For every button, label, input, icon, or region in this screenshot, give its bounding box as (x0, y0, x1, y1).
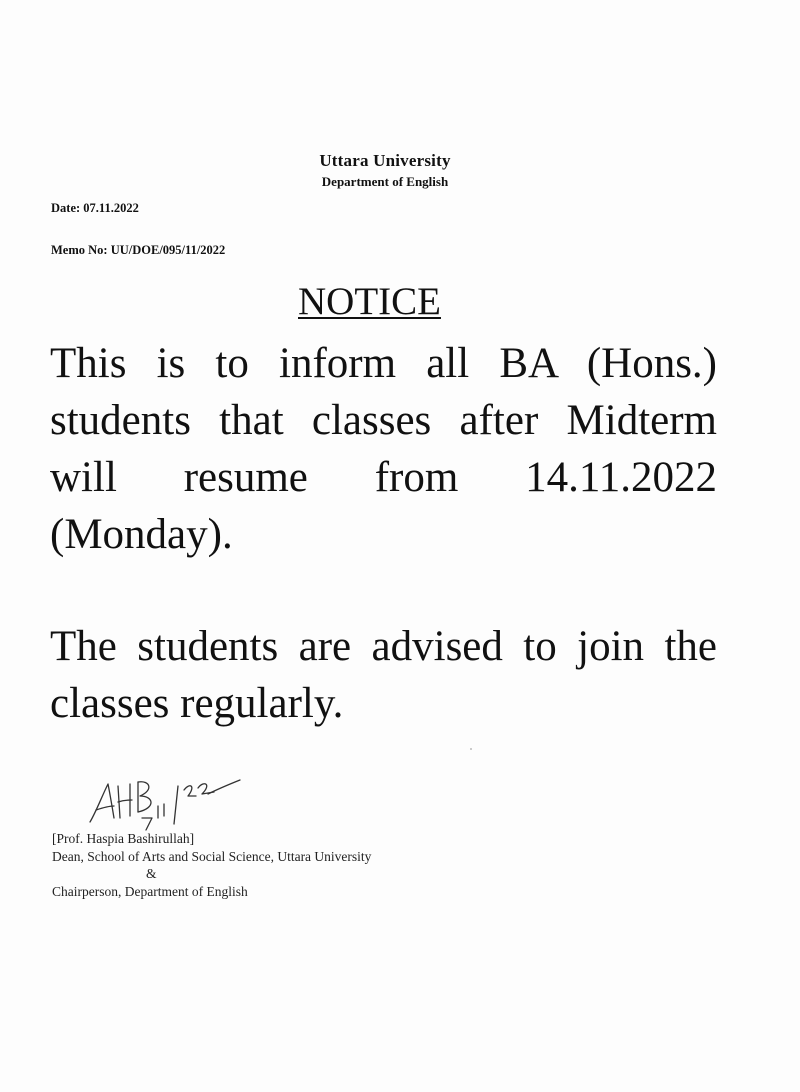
notice-paragraph-2: The students are advised to join the classes regularly. (50, 623, 717, 727)
scan-speck (470, 748, 472, 750)
signatory-block (52, 830, 371, 900)
notice-paragraph-1: This is to inform all BA (Hons.) students that classes after Midterm will resume from 14.11.2022 (Monday). (50, 340, 717, 558)
department-name: Department of English (321, 174, 449, 189)
university-name: Uttara University (319, 151, 451, 170)
notice-date: Date: 07.11.2022 (51, 201, 139, 215)
signatory-title-dean: Dean, School of Arts and Social Science, Uttara University (52, 848, 372, 864)
signatory-name: [Prof. Haspia Bashirullah] (52, 831, 195, 846)
signatory-ampersand: & (146, 866, 157, 881)
letterhead (300, 150, 470, 192)
memo-number: Memo No: UU/DOE/095/11/2022 (51, 243, 226, 257)
handwritten-signature (84, 772, 254, 834)
notice-title: NOTICE (298, 280, 441, 323)
signatory-title-chairperson: Chairperson, Department of English (52, 883, 248, 899)
